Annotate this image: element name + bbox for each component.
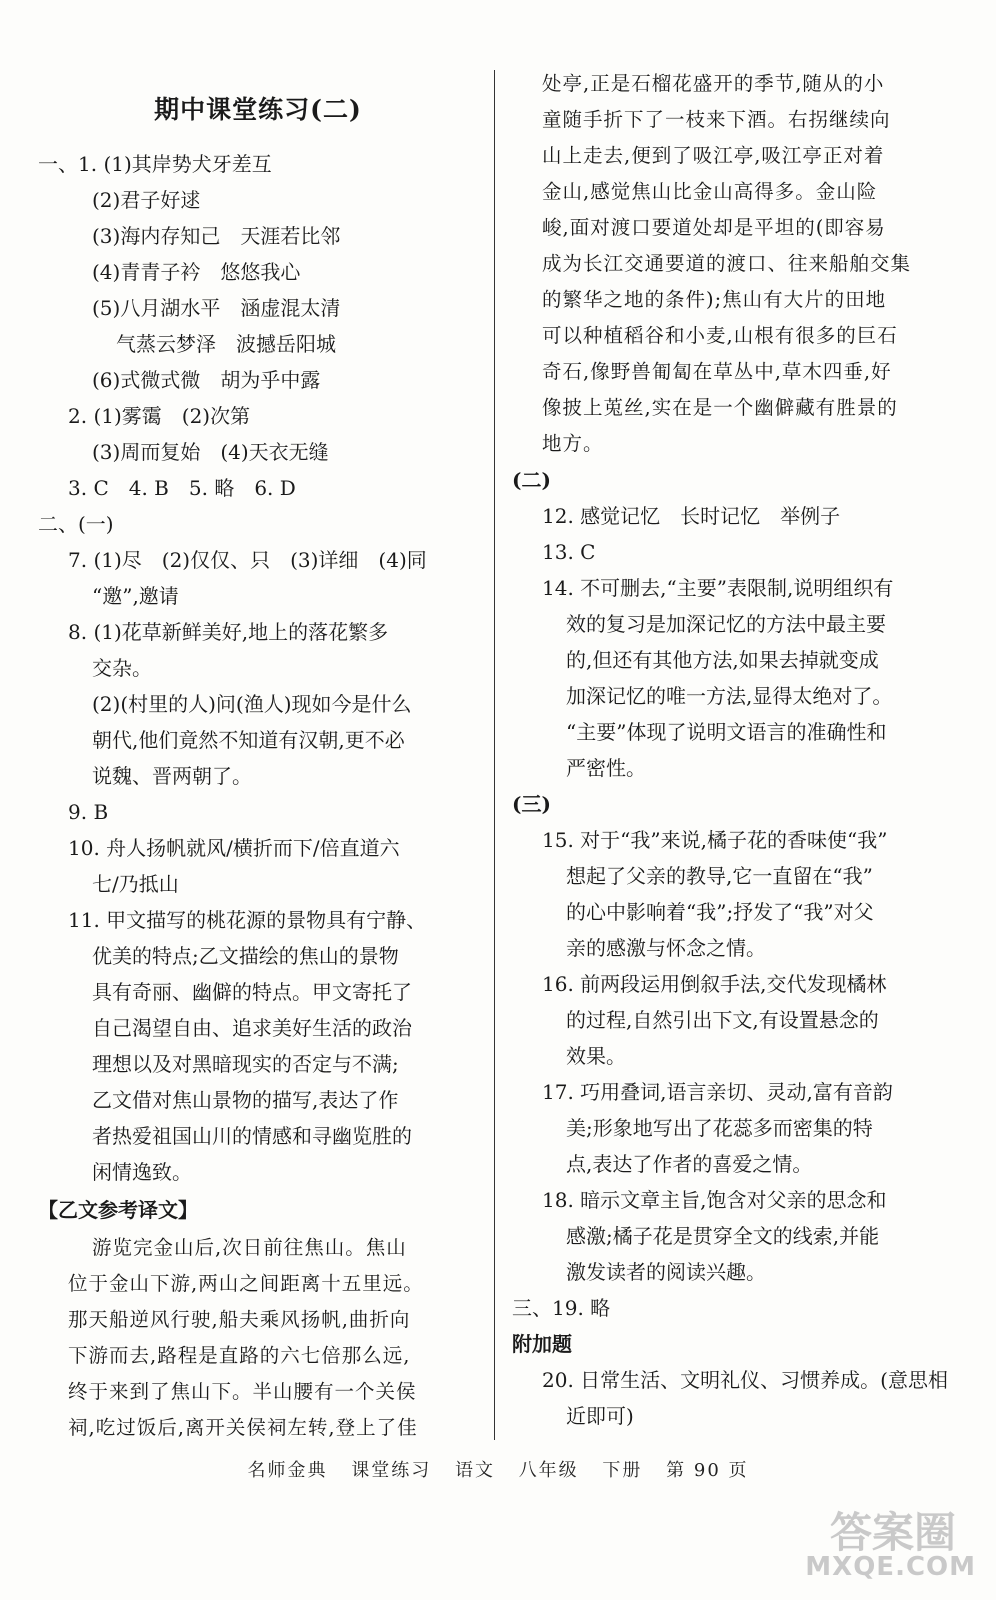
text-line: 16. 前两段运用倒叙手法,交代发现橘林	[542, 972, 887, 996]
text-line: 成为长江交通要道的渡口、往来船舶交集	[542, 252, 912, 275]
text-line: 点,表达了作者的喜爱之情。	[566, 1152, 813, 1176]
text-line: 18. 暗示文章主旨,饱含对父亲的思念和	[542, 1188, 887, 1212]
text-line: (4)青青子衿 悠悠我心	[92, 260, 301, 284]
footer-volume: 下册	[602, 1460, 643, 1481]
text-line: 峻,面对渡口要道处却是平坦的(即容易	[542, 216, 886, 239]
page-title: 期中课堂练习(二)	[154, 95, 362, 124]
text-line: “主要”体现了说明文语言的准确性和	[566, 720, 887, 744]
text-line: 朝代,他们竟然不知道有汉朝,更不必	[92, 728, 405, 752]
column-divider	[494, 70, 495, 1440]
text-line: 的心中影响着“我”;抒发了“我”对父	[566, 900, 874, 924]
text-line: 说魏、晋两朝了。	[92, 764, 252, 788]
text-line: 的过程,自然引出下文,有设置悬念的	[566, 1008, 879, 1032]
text-line: 终于来到了焦山下。半山腰有一个关侯	[68, 1380, 417, 1403]
text-line: 2. (1)雾霭 (2)次第	[68, 404, 251, 428]
text-line: 13. C	[542, 540, 596, 564]
text-line: 20. 日常生活、文明礼仪、习惯养成。(意思相	[542, 1368, 948, 1392]
text-line: 加深记忆的唯一方法,显得太绝对了。	[566, 684, 893, 708]
text-line: 闲情逸致。	[92, 1160, 192, 1184]
text-line: 七/乃抵山	[92, 872, 179, 896]
text-line: 9. B	[68, 800, 109, 824]
text-line: 那天船逆风行驶,船夫乘风扬帆,曲折向	[68, 1308, 411, 1331]
text-line: 可以种植稻谷和小麦,山根有很多的巨石	[542, 324, 898, 347]
text-line: (2)君子好逑	[92, 188, 201, 212]
text-line: “邀”,邀请	[92, 584, 179, 608]
text-line: 14. 不可删去,“主要”表限制,说明组织有	[542, 576, 894, 600]
text-line: 自己渴望自由、追求美好生活的政治	[92, 1016, 412, 1040]
text-line: 效果。	[566, 1044, 626, 1068]
text-line: 祠,吃过饭后,离开关侯祠左转,登上了佳	[68, 1416, 418, 1439]
text-line: 激发读者的阅读兴趣。	[566, 1260, 766, 1284]
text-line: 金山,感觉焦山比金山高得多。金山险	[542, 180, 878, 203]
text-line: 地方。	[542, 432, 604, 455]
text-line: 下游而去,路程是直路的六七倍那么远,	[68, 1344, 411, 1367]
text-line: 位于金山下游,两山之间距离十五里远。	[68, 1272, 424, 1295]
text-line: 17. 巧用叠词,语言亲切、灵动,富有音韵	[542, 1080, 893, 1104]
footer-page-number: 第 90 页	[666, 1460, 749, 1481]
text-line: 想起了父亲的教导,它一直留在“我”	[566, 864, 873, 888]
text-line: 三、19. 略	[512, 1296, 611, 1320]
text-line: 3. C 4. B 5. 略 6. D	[68, 476, 296, 500]
text-line: 的繁华之地的条件);焦山有大片的田地	[542, 288, 887, 311]
text-line: 的,但还有其他方法,如果去掉就变成	[566, 648, 879, 672]
text-line: 处亭,正是石榴花盛开的季节,随从的小	[542, 72, 885, 95]
text-line: (二)	[512, 468, 551, 492]
text-line: 山上走去,便到了吸江亭,吸江亭正对着	[542, 144, 885, 167]
text-line: 效的复习是加深记忆的方法中最主要	[566, 612, 886, 636]
text-line: 奇石,像野兽匍匐在草丛中,草木四垂,好	[542, 360, 892, 383]
text-line: (5)八月湖水平 涵虚混太清	[92, 296, 341, 320]
text-line: 10. 舟人扬帆就风/横折而下/倍直道六	[68, 836, 400, 860]
text-line: 感激;橘子花是贯穿全文的线索,并能	[566, 1224, 880, 1248]
text-line: 一、1. (1)其岸势犬牙差互	[38, 152, 272, 176]
watermark-logo: 答案圈	[829, 1508, 956, 1557]
footer-subject: 语文	[454, 1460, 495, 1481]
text-line: (3)周而复始 (4)天衣无缝	[92, 440, 329, 464]
text-line: 15. 对于“我”来说,橘子花的香味使“我”	[542, 828, 888, 852]
text-line: 具有奇丽、幽僻的特点。甲文寄托了	[92, 980, 412, 1004]
text-line: 7. (1)尽 (2)仅仅、只 (3)详细 (4)同	[68, 548, 427, 572]
text-line: 12. 感觉记忆 长时记忆 举例子	[542, 504, 841, 528]
text-line: 11. 甲文描写的桃花源的景物具有宁静、	[68, 908, 427, 932]
watermark-url: MXQE.COM	[805, 1552, 976, 1582]
left-column	[38, 146, 478, 1446]
text-line: 美;形象地写出了花蕊多而密集的特	[566, 1116, 873, 1140]
text-line: (2)(村里的人)问(渔人)现如今是什么	[92, 692, 412, 716]
text-line: (6)式微式微 胡为乎中露	[92, 368, 321, 392]
page-footer	[0, 1456, 996, 1482]
footer-grade: 八年级	[518, 1460, 579, 1481]
footer-brand: 名师金典	[247, 1460, 328, 1481]
text-line: 乙文借对焦山景物的描写,表达了作	[92, 1088, 399, 1112]
text-line: 【乙文参考译文】	[38, 1198, 198, 1222]
text-line: 交杂。	[92, 656, 152, 680]
text-line: 8. (1)花草新鲜美好,地上的落花繁多	[68, 620, 389, 644]
text-line: 像披上莵丝,实在是一个幽僻藏有胜景的	[542, 396, 898, 419]
text-line: 童随手折下了一枝来下酒。右拐继续向	[542, 108, 891, 131]
footer-series: 课堂练习	[351, 1460, 432, 1481]
right-column	[512, 66, 964, 1434]
text-line: 近即可)	[566, 1404, 634, 1428]
text-line: (三)	[512, 792, 551, 816]
text-line: 气蒸云梦泽 波撼岳阳城	[116, 332, 336, 356]
text-line: 优美的特点;乙文描绘的焦山的景物	[92, 944, 399, 968]
text-line: 附加题	[512, 1332, 572, 1356]
text-line: 理想以及对黑暗现实的否定与不满;	[92, 1052, 399, 1076]
text-line: 亲的感激与怀念之情。	[566, 936, 766, 960]
text-line: 二、(一)	[38, 512, 114, 536]
text-line: 者热爱祖国山川的情感和寻幽览胜的	[92, 1124, 412, 1148]
text-line: (3)海内存知己 天涯若比邻	[92, 224, 341, 248]
text-line: 游览完金山后,次日前往焦山。焦山	[92, 1236, 407, 1259]
text-line: 严密性。	[566, 756, 646, 780]
